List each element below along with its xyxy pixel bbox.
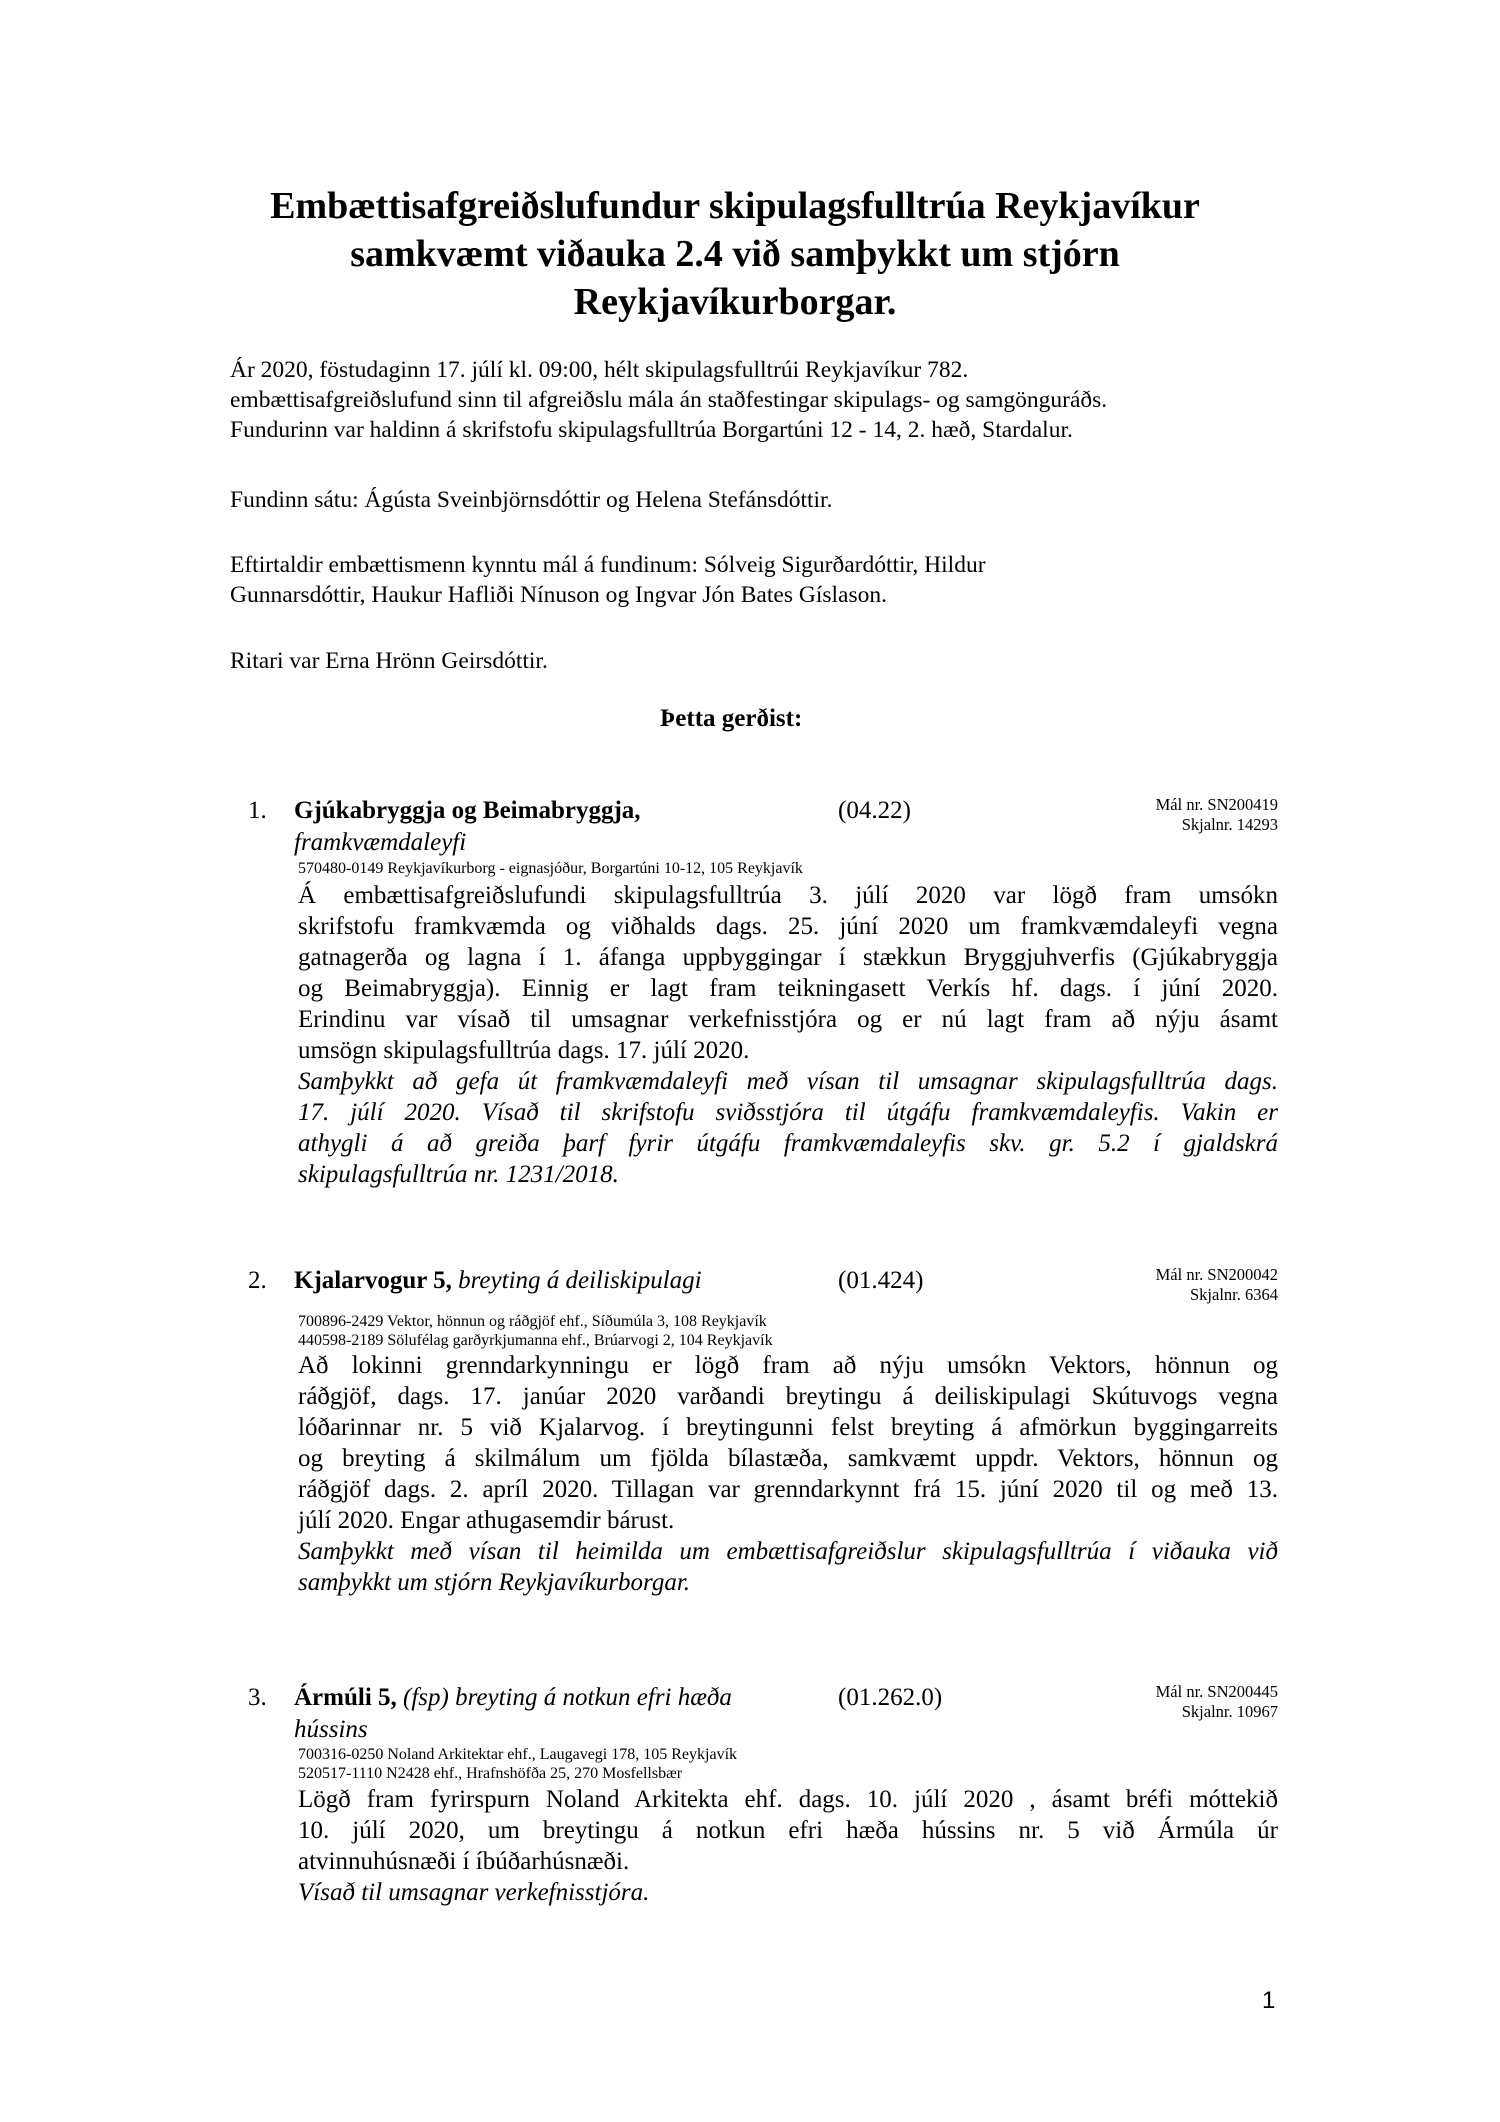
- owner-line: 520517-1110 N2428 ehf., Hrafnshöfða 25, 270 Mosfellsbær: [298, 1765, 683, 1782]
- item-reference: [1156, 1682, 1278, 1722]
- body-line: ráðgjöf, dags. 17. janúar 2020 varðandi breytingu á deiliskipulagi Skútuvogs vegna: [298, 1383, 1278, 1410]
- resolution-line: Samþykkt að gefa út framkvæmdaleyfi með vísan til umsagnar skipulagsfulltrúa dags.: [298, 1068, 1278, 1095]
- item-reference: [1156, 1265, 1278, 1305]
- document-number: Skjalnr. 14293: [1181, 815, 1278, 834]
- officials-line: Eftirtaldir embættismenn kynntu mál á fundinum: Sólveig Sigurðardóttir, Hildur: [230, 552, 986, 578]
- body-line: 10. júlí 2020, um breytingu á notkun efri hæða hússins nr. 5 við Ármúla úr: [298, 1817, 1278, 1844]
- document-number: Skjalnr. 10967: [1181, 1702, 1278, 1721]
- intro-line: Ár 2020, föstudaginn 17. júlí kl. 09:00, hélt skipulagsfulltrúi Reykjavíkur 782.: [230, 357, 969, 383]
- item-title: [294, 1265, 702, 1297]
- item-code: (01.262.0): [838, 1684, 943, 1711]
- item-owners: [298, 1312, 773, 1350]
- officials-paragraph: [230, 550, 1290, 610]
- body-line: júlí 2020. Engar athugasemdir bárust.: [298, 1507, 675, 1534]
- body-line: Erindinu var vísað til umsagnar verkefnisstjóra og er nú lagt fram að nýju ásamt: [298, 1006, 1278, 1033]
- body-line: Að lokinni grenndarkynningu er lögð fram að nýju umsókn Vektors, hönnun og: [298, 1352, 1278, 1379]
- body-line: Á embættisafgreiðslufundi skipulagsfulltrúa 3. júlí 2020 var lögð fram umsókn: [298, 882, 1278, 909]
- item-owners: [298, 1745, 737, 1783]
- item-body: [298, 1350, 1278, 1536]
- case-number: Mál nr. SN200042: [1155, 1265, 1278, 1284]
- document-number: Skjalnr. 6364: [1189, 1285, 1278, 1304]
- item-name: Kjalarvogur 5,: [294, 1267, 452, 1294]
- body-line: atvinnuhúsnæði í íbúðarhúsnæði.: [298, 1848, 630, 1875]
- body-line: skrifstofu framkvæmda og viðhalds dags. 25. júní 2020 um framkvæmdaleyfi vegna: [298, 913, 1278, 940]
- resolution-line: samþykkt um stjórn Reykjavíkurborgar.: [298, 1569, 691, 1596]
- item-body: [298, 1784, 1278, 1877]
- resolution-line: Samþykkt með vísan til heimilda um embættisafgreiðslur skipulagsfulltrúa í viðauka við: [298, 1538, 1278, 1565]
- item-title: [294, 1682, 732, 1746]
- body-line: og breyting á skilmálum um fjölda bílastæða, samkvæmt uppdr. Vektors, hönnun og: [298, 1445, 1278, 1472]
- intro-line: embættisafgreiðslufund sinn til afgreiðslu mála án staðfestingar skipulags- og samgönguráðs.: [230, 387, 1108, 413]
- item-name: Ármúli 5,: [294, 1684, 397, 1711]
- section-heading: Þetta gerðist:: [660, 705, 803, 732]
- item-owners: [298, 859, 803, 878]
- attendees-line: Fundinn sátu: Ágústa Sveinbjörnsdóttir og Helena Stefánsdóttir.: [230, 487, 833, 513]
- intro-paragraph: [230, 355, 1290, 445]
- title-line: samkvæmt viðauka 2.4 við samþykkt um stjórn: [350, 233, 1120, 275]
- secretary-paragraph: [230, 646, 1290, 676]
- resolution-line: 17. júlí 2020. Vísað til skrifstofu sviðsstjóra til útgáfu framkvæmdaleyfis. Vakin er: [298, 1099, 1278, 1126]
- secretary-line: Ritari var Erna Hrönn Geirsdóttir.: [230, 648, 548, 674]
- officials-line: Gunnarsdóttir, Haukur Hafliði Nínuson og Ingvar Jón Bates Gíslason.: [230, 582, 887, 608]
- item-subtitle: framkvæmdaleyfi: [294, 829, 467, 856]
- item-title: [294, 795, 641, 859]
- item-subtitle: breyting á deiliskipulagi: [458, 1267, 702, 1294]
- attendees-paragraph: [230, 485, 1290, 515]
- item-name: Gjúkabryggja og Beimabryggja,: [294, 797, 641, 824]
- owner-line: 700896-2429 Vektor, hönnun og ráðgjöf ehf., Síðumúla 3, 108 Reykjavík: [298, 1313, 767, 1330]
- item-reference: [1156, 795, 1278, 835]
- resolution-line: skipulagsfulltrúa nr. 1231/2018.: [298, 1161, 619, 1188]
- item-resolution: [298, 1066, 1278, 1190]
- case-number: Mál nr. SN200419: [1155, 795, 1278, 814]
- body-line: ráðgjöf dags. 2. apríl 2020. Tillagan var grenndarkynnt frá 15. júní 2020 til og með 13.: [298, 1476, 1278, 1503]
- body-line: Lögð fram fyrirspurn Noland Arkitekta ehf. dags. 10. júlí 2020 , ásamt bréfi móttekið: [298, 1786, 1278, 1813]
- body-line: lóðarinnar nr. 5 við Kjalarvog. í breytingunni felst breyting á afmörkun byggingarreits: [298, 1414, 1278, 1441]
- item-number: 2.: [248, 1267, 267, 1294]
- item-resolution: [298, 1877, 1278, 1908]
- item-body: [298, 880, 1278, 1066]
- body-line: umsögn skipulagsfulltrúa dags. 17. júlí 2020.: [298, 1037, 750, 1064]
- owner-line: 700316-0250 Noland Arkitektar ehf., Laugavegi 178, 105 Reykjavík: [298, 1746, 738, 1763]
- page-number: 1: [1262, 1987, 1276, 2014]
- body-line: og Beimabryggja). Einnig er lagt fram teikningasett Verkís hf. dags. í júní 2020.: [298, 975, 1278, 1002]
- owner-line: 570480-0149 Reykjavíkurborg - eignasjóður, Borgartúni 10-12, 105 Reykjavík: [298, 860, 803, 877]
- item-number: 3.: [248, 1684, 267, 1711]
- case-number: Mál nr. SN200445: [1155, 1682, 1278, 1701]
- intro-line: Fundurinn var haldinn á skrifstofu skipulagsfulltrúa Borgartúni 12 - 14, 2. hæð, Stardalur.: [230, 417, 1073, 443]
- body-line: gatnagerða og lagna í 1. áfanga uppbyggingar í stækkun Bryggjuhverfis (Gjúkabryggja: [298, 944, 1278, 971]
- item-code: (04.22): [838, 797, 911, 824]
- item-subtitle-continued: hússins: [294, 1716, 368, 1743]
- resolution-line: athygli á að greiða þarf fyrir útgáfu framkvæmdaleyfis skv. gr. 5.2 í gjaldskrá: [298, 1130, 1278, 1157]
- item-number: 1.: [248, 797, 267, 824]
- title-line: Embættisafgreiðslufundur skipulagsfulltrúa Reykjavíkur: [270, 185, 1200, 227]
- title-line: Reykjavíkurborgar.: [573, 281, 897, 323]
- resolution-line: Vísað til umsagnar verkefnisstjóra.: [298, 1879, 650, 1906]
- item-code: (01.424): [838, 1267, 924, 1294]
- document-title: [180, 182, 1290, 326]
- item-subtitle: (fsp) breyting á notkun efri hæða: [403, 1684, 732, 1711]
- item-resolution: [298, 1536, 1278, 1598]
- owner-line: 440598-2189 Sölufélag garðyrkjumanna ehf., Brúarvogi 2, 104 Reykjavík: [298, 1332, 773, 1349]
